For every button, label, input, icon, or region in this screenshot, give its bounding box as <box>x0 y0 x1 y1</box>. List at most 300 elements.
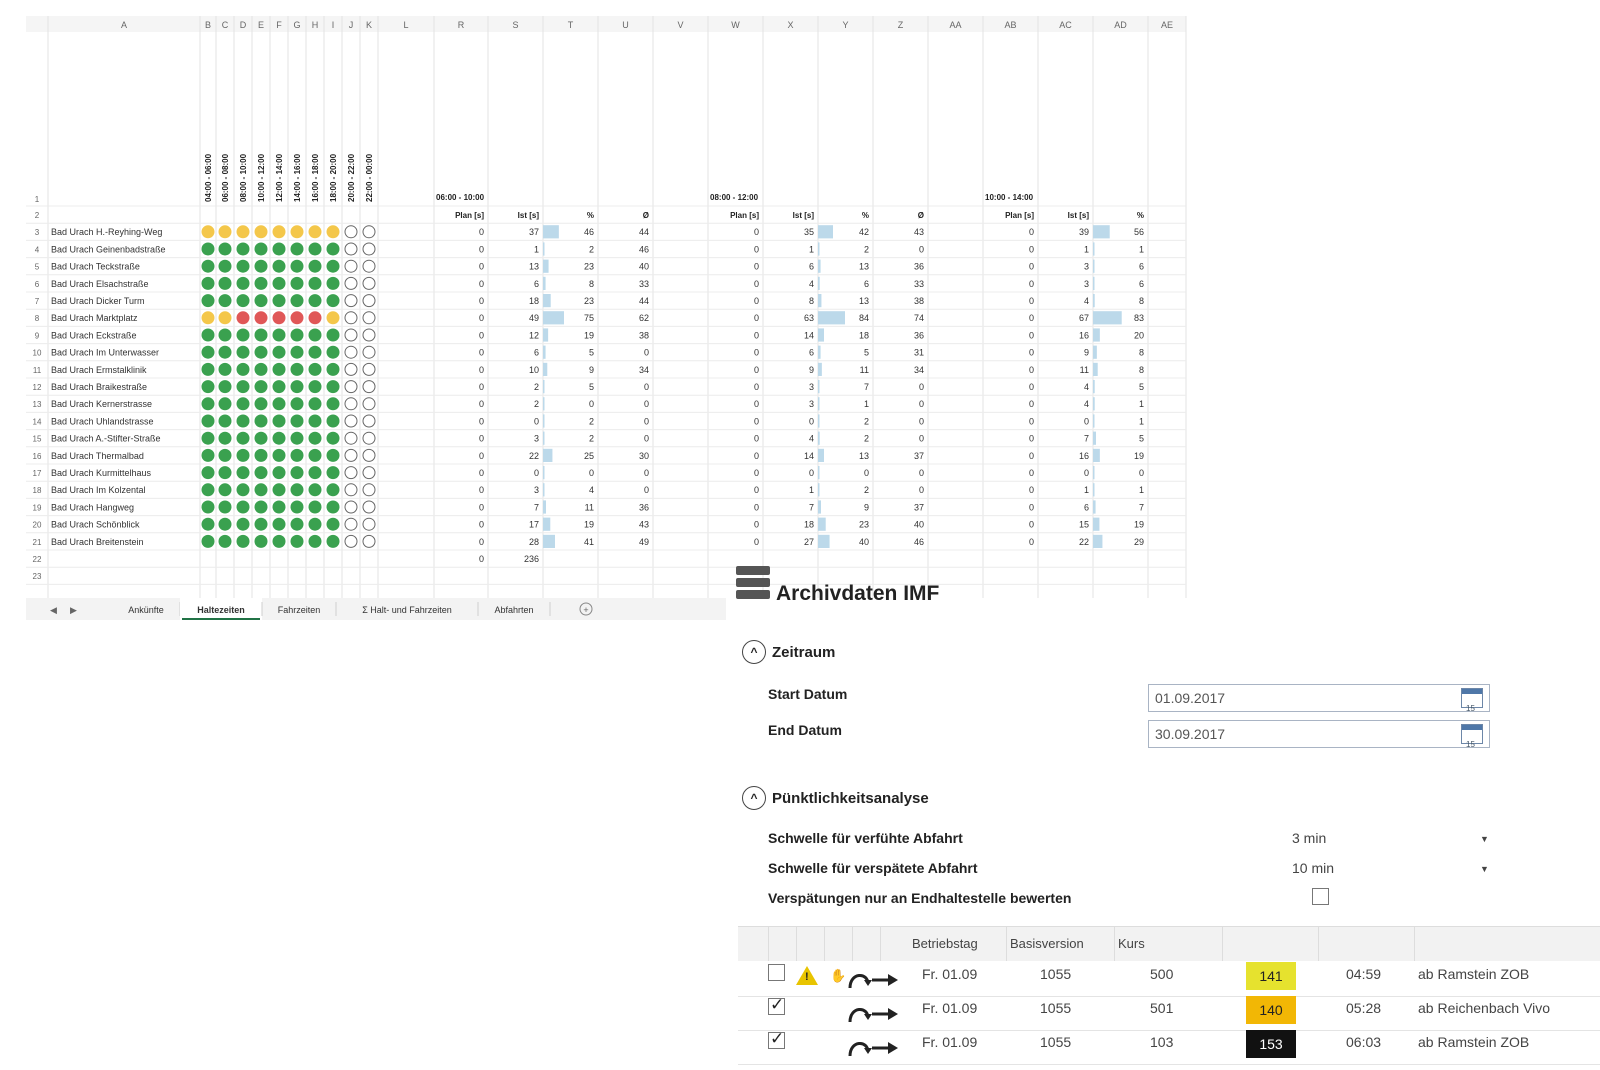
stop-name: Bad Urach Eckstraße <box>51 330 137 341</box>
status-dot-green <box>309 415 322 428</box>
value-cell: 5 <box>1138 433 1144 444</box>
end-date-input[interactable] <box>1148 720 1490 748</box>
value-cell: 43 <box>913 227 924 238</box>
value-cell: 62 <box>638 313 649 324</box>
value-cell: 0 <box>1138 468 1144 478</box>
status-dot-yellow <box>327 225 340 238</box>
status-dot-green <box>255 346 268 359</box>
row-number: 19 <box>32 503 42 513</box>
status-dot-green <box>327 294 340 307</box>
calendar-icon[interactable]: 15 <box>1461 724 1483 744</box>
value-cell: 74 <box>913 313 924 324</box>
status-dot-empty <box>345 277 357 289</box>
stop-name: Bad Urach Uhlandstrasse <box>51 416 154 427</box>
value-cell: 63 <box>803 313 814 324</box>
time-slot-header: 22:00 - 00:00 <box>365 153 374 202</box>
value-cell: 0 <box>478 450 484 461</box>
value-cell: 0 <box>918 244 924 255</box>
value-cell: 35 <box>803 227 814 238</box>
value-cell: 0 <box>643 468 649 478</box>
early-threshold-select[interactable]: 3 min <box>1292 830 1327 846</box>
status-dot-green <box>219 294 232 307</box>
status-dot-green <box>327 329 340 342</box>
stop-name: Bad Urach Kernerstrasse <box>51 399 153 410</box>
value-cell: 33 <box>638 278 649 289</box>
time-slot-header: 16:00 - 18:00 <box>311 153 320 202</box>
status-dot-empty <box>345 518 357 530</box>
status-dot-green <box>291 501 304 514</box>
value-cell: 0 <box>1028 382 1034 392</box>
hand-icon: ✋ <box>830 968 847 983</box>
value-cell: 10 <box>528 364 539 375</box>
trip-row[interactable] <box>738 962 1600 997</box>
status-dot-green <box>309 466 322 479</box>
value-cell: 0 <box>1028 313 1034 324</box>
value-cell: 46 <box>638 244 649 255</box>
status-dot-empty <box>363 415 375 427</box>
row-number: 9 <box>34 331 40 341</box>
chevron-down-icon[interactable]: ▼ <box>1480 864 1489 874</box>
value-cell: 23 <box>583 261 594 272</box>
status-dot-green <box>309 518 322 531</box>
value-cell: 28 <box>528 536 539 547</box>
status-dot-yellow <box>291 225 304 238</box>
value-cell: 8 <box>808 296 814 306</box>
value-cell: 3 <box>1083 278 1089 289</box>
column-letter-ad: AD <box>1114 20 1127 30</box>
status-dot-green <box>273 329 286 342</box>
status-dot-green <box>219 243 232 256</box>
row-number: 2 <box>34 211 40 220</box>
status-dot-empty <box>363 398 375 410</box>
stop-name: Bad Urach A.-Stifter-Straße <box>51 433 161 444</box>
tab-scroll-left-icon: ◀ <box>50 605 57 615</box>
status-dot-green <box>202 380 215 393</box>
value-cell: 40 <box>913 519 924 530</box>
value-cell: 0 <box>1083 468 1089 478</box>
status-dot-green <box>202 397 215 410</box>
status-dot-green <box>327 449 340 462</box>
ist-data-bar <box>818 225 833 238</box>
status-dot-green <box>255 329 268 342</box>
status-dot-empty <box>363 381 375 393</box>
status-dot-empty <box>363 363 375 375</box>
ist-data-bar <box>818 277 820 290</box>
value-cell: 83 <box>1133 313 1144 324</box>
value-cell: 0 <box>1028 261 1034 272</box>
status-dot-green <box>327 466 340 479</box>
status-dot-green <box>273 397 286 410</box>
early-threshold-label: Schwelle für verfühte Abfahrt <box>768 830 963 846</box>
ist-data-bar <box>543 500 546 513</box>
column-letter-l: L <box>403 20 409 30</box>
status-dot-green <box>219 483 232 496</box>
status-dot-green <box>327 260 340 273</box>
value-cell: 3 <box>1083 261 1089 272</box>
status-dot-green <box>202 415 215 428</box>
column-letter-d: D <box>239 20 247 30</box>
value-cell: 0 <box>1083 416 1089 427</box>
status-dot-green <box>255 483 268 496</box>
stop-name: Bad Urach Hangweg <box>51 502 135 513</box>
value-cell: 31 <box>913 347 924 358</box>
value-cell: 11 <box>859 364 869 375</box>
trip-kurs: 500 <box>1150 966 1174 982</box>
status-dot-green <box>255 277 268 290</box>
status-dot-empty <box>345 295 357 307</box>
status-dot-empty <box>345 243 357 255</box>
value-cell: 0 <box>1028 399 1034 410</box>
status-dot-empty <box>363 501 375 513</box>
value-cell: 11 <box>1079 364 1089 375</box>
value-cell: 6 <box>863 278 869 289</box>
value-cell: 13 <box>858 296 869 306</box>
sheet-tab-0[interactable]: Ankünfte <box>128 605 164 615</box>
trip-select-checkbox[interactable] <box>768 1032 785 1049</box>
status-dot-green <box>273 415 286 428</box>
status-dot-green <box>273 518 286 531</box>
ist-data-bar <box>1093 483 1095 496</box>
value-cell: 0 <box>478 261 484 272</box>
status-dot-yellow <box>202 225 215 238</box>
value-cell: 46 <box>913 536 924 547</box>
stop-name: Bad Urach Braikestraße <box>51 382 148 392</box>
status-dot-empty <box>363 312 375 324</box>
trip-row[interactable] <box>738 1030 1600 1065</box>
status-dot-green <box>291 294 304 307</box>
trip-row[interactable] <box>738 996 1600 1031</box>
status-dot-green <box>237 294 250 307</box>
column-letter-ab: AB <box>1004 20 1017 30</box>
value-cell: 7 <box>808 502 814 513</box>
value-cell: 49 <box>638 536 649 547</box>
status-dot-red <box>273 311 286 324</box>
row-number: 3 <box>34 228 40 238</box>
status-dot-green <box>327 346 340 359</box>
status-dot-green <box>202 329 215 342</box>
value-cell: 30 <box>638 450 649 461</box>
zeitraum-title: Zeitraum <box>772 643 836 661</box>
status-dot-empty <box>345 449 357 461</box>
ist-data-bar <box>543 363 547 376</box>
value-cell: 0 <box>643 382 649 392</box>
status-dot-empty <box>345 484 357 496</box>
sheet-tab-1[interactable]: Haltezeiten <box>197 605 245 615</box>
ist-data-bar <box>1093 363 1098 376</box>
value-cell: 0 <box>918 468 924 478</box>
status-dot-green <box>219 380 232 393</box>
status-dot-green <box>255 466 268 479</box>
status-dot-green <box>291 483 304 496</box>
ist-data-bar <box>1093 260 1095 273</box>
value-cell: 36 <box>638 502 649 513</box>
status-dot-red <box>237 311 250 324</box>
column-letter-u: U <box>622 20 629 30</box>
ist-data-bar <box>543 328 548 341</box>
status-dot-green <box>202 346 215 359</box>
chevron-up-icon: ^ <box>742 640 766 664</box>
status-dot-green <box>291 277 304 290</box>
status-dot-empty <box>363 295 375 307</box>
value-cell: 0 <box>808 416 814 427</box>
stop-name: Bad Urach Schönblick <box>51 519 140 530</box>
status-dot-empty <box>345 535 357 547</box>
row-number: 7 <box>34 297 40 306</box>
value-cell: 2 <box>863 485 869 496</box>
column-letter-ac: AC <box>1059 20 1072 30</box>
stop-name: Bad Urach Dicker Turm <box>51 296 145 306</box>
value-cell: 38 <box>638 330 649 341</box>
status-dot-empty <box>363 432 375 444</box>
status-dot-green <box>291 380 304 393</box>
database-icon <box>736 566 770 604</box>
ist-data-bar <box>543 242 545 255</box>
ist-data-bar <box>1093 449 1100 462</box>
value-cell: 0 <box>1028 364 1034 375</box>
value-cell: 0 <box>478 278 484 289</box>
value-column-header: Plan [s] <box>455 211 484 220</box>
row-number: 8 <box>34 314 40 324</box>
status-dot-yellow <box>327 311 340 324</box>
value-cell: 1 <box>1138 485 1144 496</box>
value-cell: 20 <box>1133 330 1144 341</box>
status-dot-green <box>273 449 286 462</box>
status-dot-green <box>309 380 322 393</box>
value-cell: 16 <box>1078 330 1089 341</box>
row-number: 14 <box>32 417 42 427</box>
status-dot-green <box>309 277 322 290</box>
column-letter-y: Y <box>842 20 849 30</box>
status-dot-green <box>291 363 304 376</box>
ist-data-bar <box>543 277 546 290</box>
ist-data-bar <box>543 397 545 410</box>
value-cell: 0 <box>643 485 649 496</box>
status-dot-green <box>219 466 232 479</box>
end-stop-only-label: Verspätungen nur an Endhaltestelle bewerten <box>768 890 1072 906</box>
column-letter-e: E <box>257 20 265 30</box>
value-cell: 22 <box>528 450 539 461</box>
status-dot-green <box>291 329 304 342</box>
status-dot-green <box>291 346 304 359</box>
time-slot-header: 14:00 - 16:00 <box>293 153 302 202</box>
time-slot-header: 18:00 - 20:00 <box>329 153 338 202</box>
zeitraum-section-header[interactable] <box>742 640 835 664</box>
status-dot-green <box>202 363 215 376</box>
value-cell: 27 <box>803 536 814 547</box>
sheet-tab-3[interactable]: Σ Halt- und Fahrzeiten <box>362 605 452 615</box>
start-date-value: 01.09.2017 <box>1155 690 1226 706</box>
value-cell: 0 <box>1028 416 1034 427</box>
status-dot-green <box>327 397 340 410</box>
spreadsheet <box>26 16 1208 632</box>
row-number: 17 <box>32 469 42 478</box>
value-cell: 40 <box>858 536 869 547</box>
analyse-title: Pünktlichkeitsanalyse <box>772 789 929 807</box>
value-cell: 4 <box>1083 382 1089 392</box>
time-group-title: 10:00 - 14:00 <box>985 193 1034 202</box>
ist-data-bar <box>543 466 545 479</box>
value-cell: 0 <box>1028 296 1034 306</box>
column-header-kurs[interactable]: Kurs <box>1118 936 1145 951</box>
value-cell: 16 <box>1078 450 1089 461</box>
sheet-tab-4[interactable]: Abfahrten <box>494 605 534 615</box>
column-letter-a: A <box>120 20 128 30</box>
status-dot-green <box>291 518 304 531</box>
status-dot-green <box>327 501 340 514</box>
ist-data-bar <box>818 242 820 255</box>
value-cell: 0 <box>588 468 594 478</box>
status-dot-green <box>327 535 340 548</box>
value-cell: 0 <box>533 416 539 427</box>
row-number: 22 <box>32 555 42 564</box>
end-stop-only-checkbox[interactable] <box>1312 888 1329 905</box>
ist-data-bar <box>1093 518 1099 531</box>
status-dot-green <box>291 243 304 256</box>
trip-basisversion: 1055 <box>1040 1034 1072 1050</box>
trip-basisversion: 1055 <box>1040 1000 1072 1016</box>
value-cell: 0 <box>753 382 759 392</box>
value-cell: 44 <box>638 227 649 238</box>
value-cell: 75 <box>583 313 594 324</box>
row-number: 13 <box>32 400 42 410</box>
status-dot-empty <box>363 260 375 272</box>
value-cell: 33 <box>913 278 924 289</box>
row-number: 10 <box>32 348 42 358</box>
column-header-basisversion[interactable]: Basisversion <box>1010 936 1084 951</box>
ist-data-bar <box>818 260 821 273</box>
value-cell: 0 <box>478 227 484 238</box>
status-dot-empty <box>345 415 357 427</box>
start-date-label: Start Datum <box>768 686 848 702</box>
chevron-down-icon[interactable]: ▼ <box>1480 834 1489 844</box>
status-dot-green <box>202 466 215 479</box>
ist-data-bar <box>818 414 820 427</box>
value-cell: 0 <box>1028 278 1034 289</box>
trip-select-checkbox[interactable] <box>768 964 785 981</box>
row-number: 6 <box>34 279 40 289</box>
status-dot-green <box>219 415 232 428</box>
value-cell: 9 <box>863 502 869 513</box>
value-cell: 19 <box>1133 519 1144 530</box>
value-cell: 8 <box>1138 296 1144 306</box>
trip-grid-header <box>738 926 1600 961</box>
status-dot-yellow <box>219 225 232 238</box>
trip-basisversion: 1055 <box>1040 966 1072 982</box>
value-cell: 40 <box>638 261 649 272</box>
column-letter-f: F <box>276 20 282 30</box>
value-cell: 0 <box>1028 485 1034 496</box>
stop-name: Bad Urach Teckstraße <box>51 261 140 272</box>
start-date-input[interactable] <box>1148 684 1490 712</box>
status-dot-green <box>327 277 340 290</box>
value-cell: 36 <box>913 261 924 272</box>
stop-name: Bad Urach Im Kolzental <box>51 485 146 496</box>
status-dot-empty <box>345 432 357 444</box>
time-slot-header: 04:00 - 06:00 <box>204 153 213 202</box>
value-cell: 0 <box>753 227 759 238</box>
value-cell: 0 <box>1028 227 1034 238</box>
value-cell: 84 <box>858 313 869 324</box>
value-cell: 25 <box>583 450 594 461</box>
value-cell: 3 <box>533 485 539 496</box>
status-dot-green <box>291 449 304 462</box>
value-cell: 7 <box>533 502 539 513</box>
ist-data-bar <box>1093 535 1102 548</box>
value-cell: 0 <box>753 536 759 547</box>
value-cell: 0 <box>533 468 539 478</box>
ist-data-bar <box>1093 414 1095 427</box>
trip-select-checkbox[interactable] <box>768 998 785 1015</box>
row-number: 23 <box>32 572 42 582</box>
value-cell: 4 <box>588 485 594 496</box>
column-letter-ae: AE <box>1160 20 1174 30</box>
sheet-tab-2[interactable]: Fahrzeiten <box>277 605 321 615</box>
status-dot-yellow <box>219 311 232 324</box>
value-cell: 0 <box>1028 330 1034 341</box>
ist-data-bar <box>818 328 824 341</box>
calendar-icon[interactable]: 15 <box>1461 688 1483 708</box>
ist-data-bar <box>818 535 830 548</box>
value-cell: 9 <box>588 364 594 375</box>
status-dot-green <box>255 380 268 393</box>
value-column-header: % <box>861 211 869 220</box>
status-dot-green <box>255 415 268 428</box>
value-cell: 8 <box>1138 347 1144 358</box>
column-header-betriebstag[interactable]: Betriebstag <box>912 936 978 951</box>
status-dot-green <box>291 466 304 479</box>
value-column-header: % <box>1136 211 1144 220</box>
value-cell: 1 <box>533 244 539 255</box>
value-cell: 0 <box>753 261 759 272</box>
value-cell: 0 <box>478 468 484 478</box>
value-cell: 39 <box>1078 227 1089 238</box>
status-dot-green <box>309 535 322 548</box>
status-dot-green <box>202 277 215 290</box>
status-dot-green <box>202 535 215 548</box>
ist-data-bar <box>543 225 559 238</box>
status-dot-green <box>291 535 304 548</box>
value-cell: 0 <box>753 433 759 444</box>
value-column-header: Plan [s] <box>1005 211 1034 220</box>
value-cell: 1 <box>1138 399 1144 410</box>
trip-origin: ab Reichenbach Vivo <box>1418 1000 1551 1016</box>
status-dot-green <box>273 466 286 479</box>
ist-data-bar <box>1093 311 1122 324</box>
status-dot-green <box>237 277 250 290</box>
status-dot-green <box>273 483 286 496</box>
late-threshold-label: Schwelle für verspätete Abfahrt <box>768 860 978 876</box>
value-cell: 4 <box>808 278 814 289</box>
late-threshold-select[interactable]: 10 min <box>1292 860 1335 876</box>
status-dot-green <box>273 277 286 290</box>
ist-data-bar <box>543 311 564 324</box>
value-column-header: % <box>586 211 594 220</box>
analyse-section-header[interactable] <box>742 786 929 810</box>
value-cell: 7 <box>1138 502 1144 513</box>
column-letter-g: G <box>293 20 301 30</box>
row-number: 1 <box>34 195 40 204</box>
value-cell: 0 <box>753 313 759 324</box>
value-cell: 0 <box>1028 450 1034 461</box>
status-dot-green <box>291 260 304 273</box>
status-dot-empty <box>345 226 357 238</box>
status-dot-green <box>309 449 322 462</box>
status-dot-green <box>273 294 286 307</box>
ist-data-bar <box>543 346 546 359</box>
row-number: 15 <box>32 434 42 444</box>
value-cell: 0 <box>753 296 759 306</box>
value-cell: 6 <box>1138 278 1144 289</box>
